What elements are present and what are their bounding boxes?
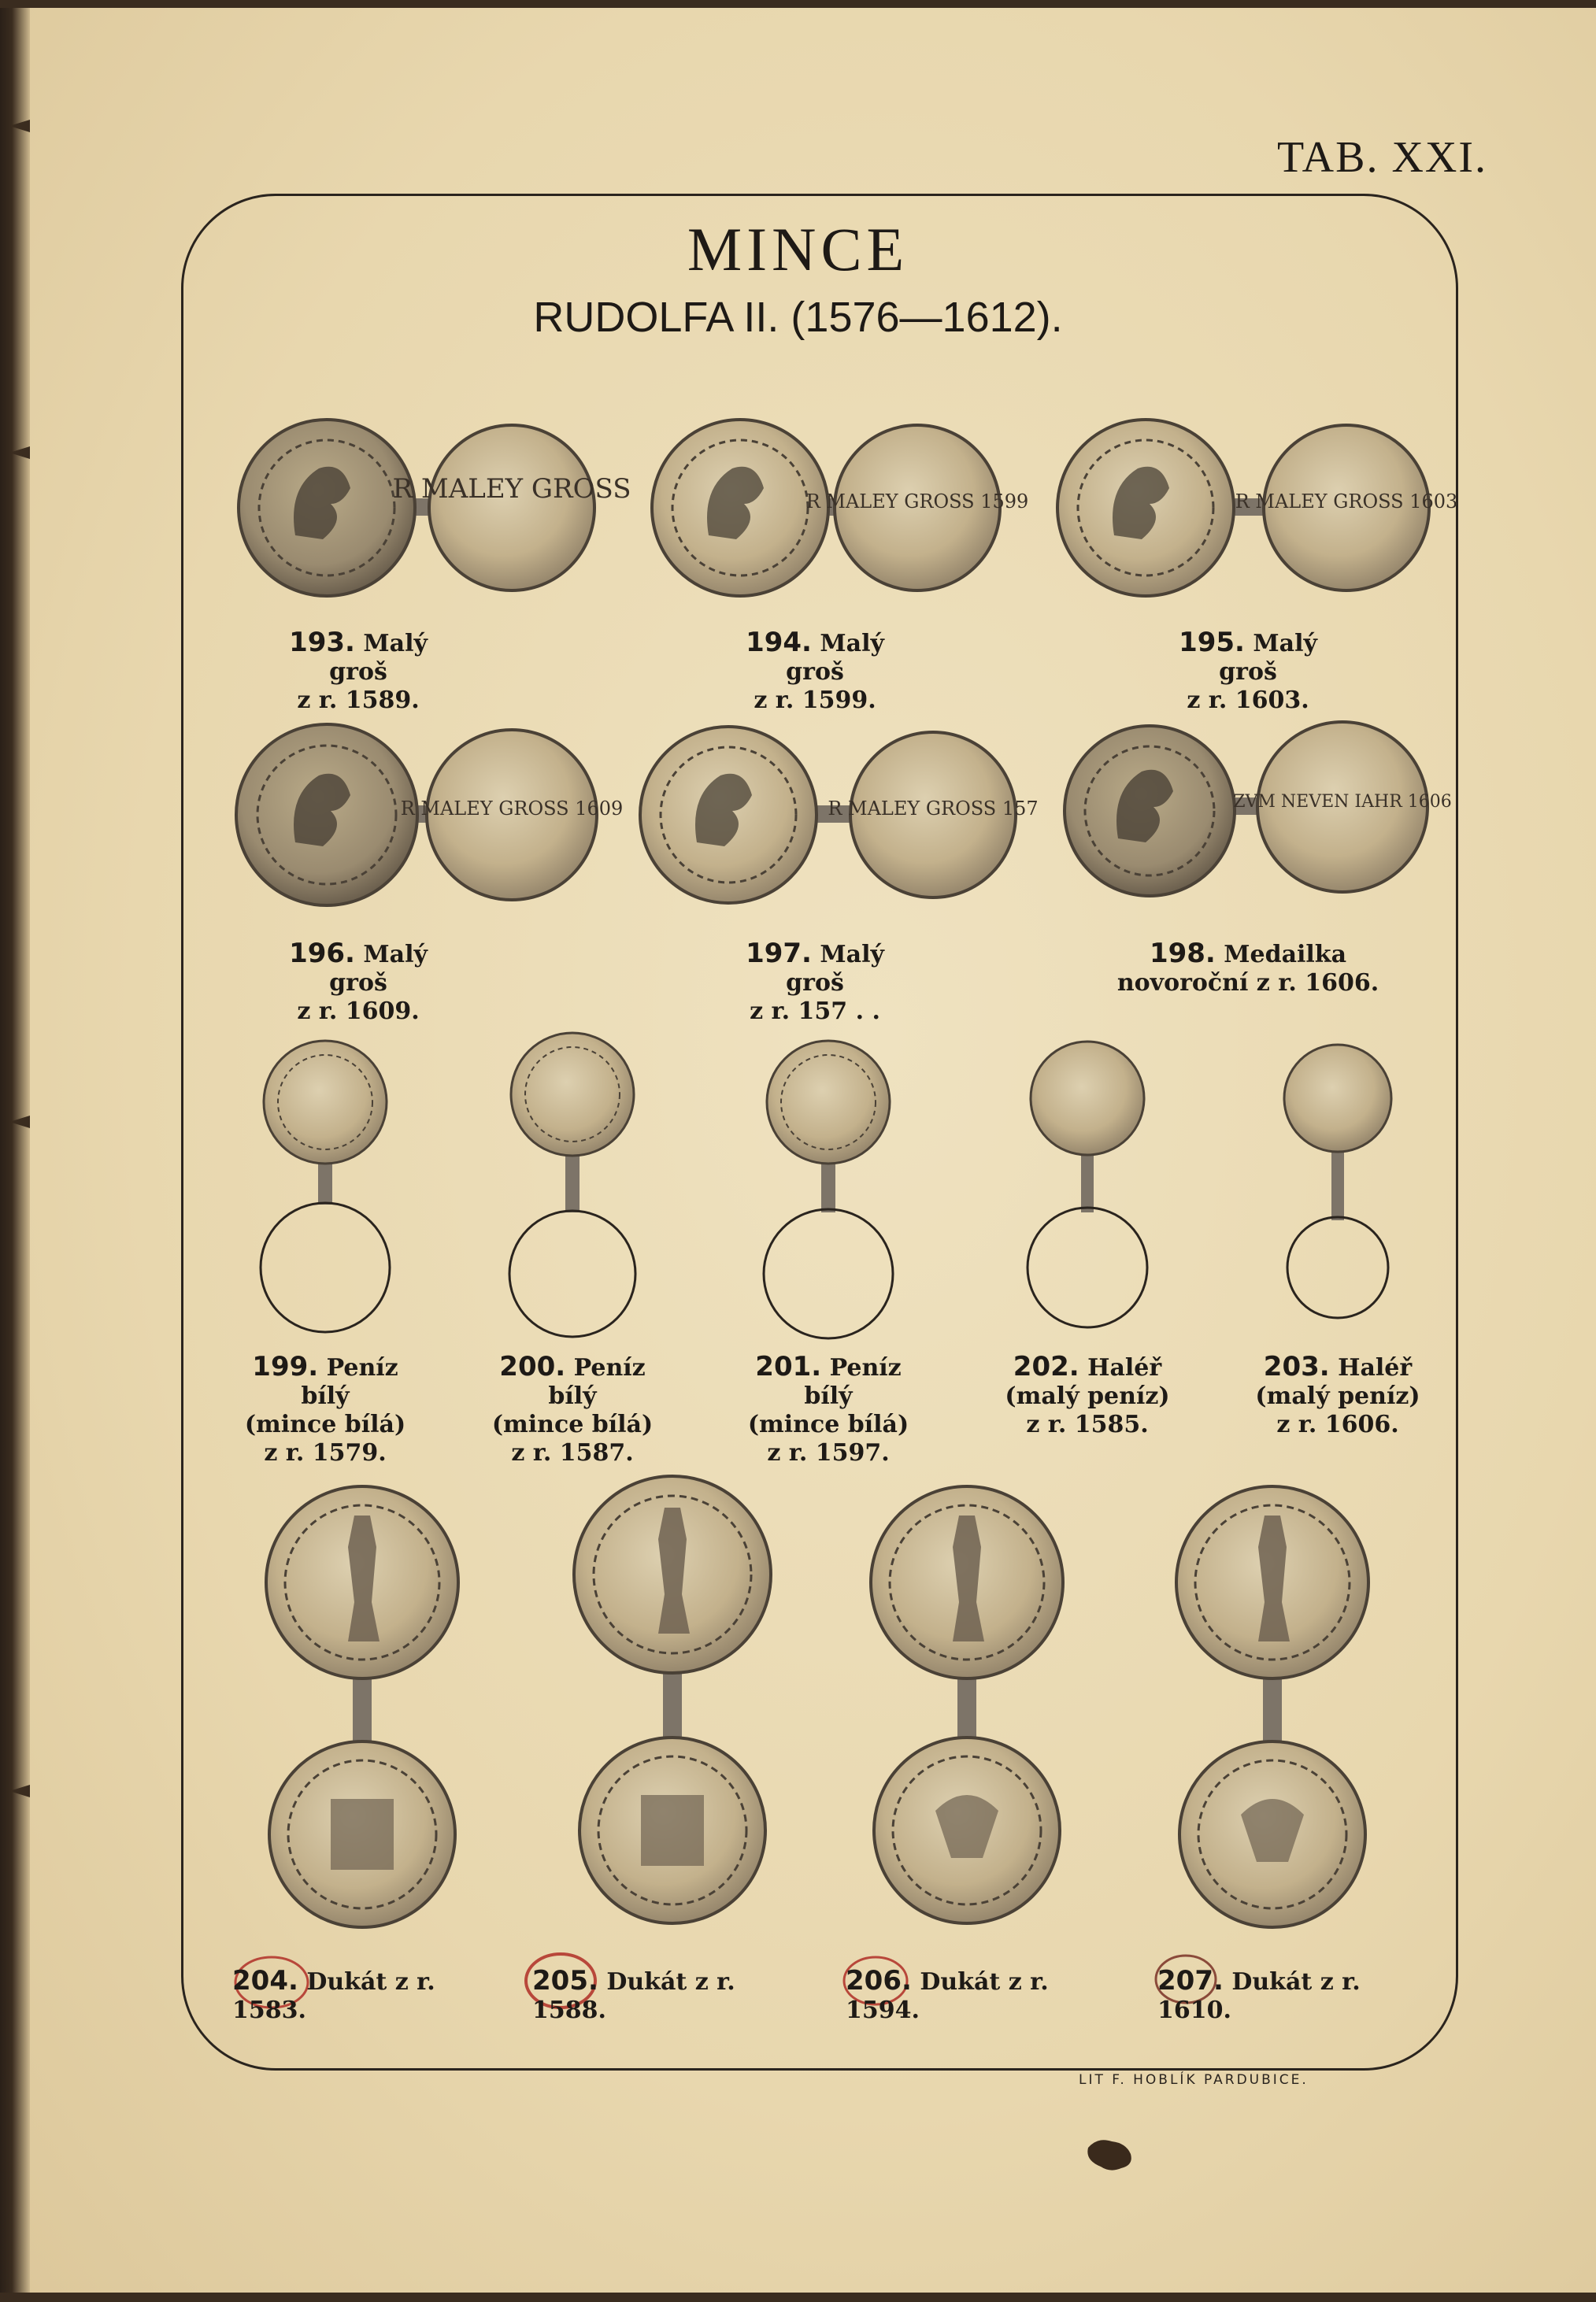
coin-199	[261, 1041, 390, 1332]
coin-197-obverse-legend: R MALEY GROSS 157	[828, 798, 1039, 820]
coin-name: Haléř	[1087, 1354, 1162, 1382]
coin-name: Dukát z r. 1594.	[846, 1968, 1049, 2024]
coin-date: z r. 1585.	[1026, 1411, 1149, 1438]
caption-197	[720, 939, 909, 1026]
coin-204	[266, 1486, 458, 1927]
coin-note: (malý peníz)	[1255, 1382, 1420, 1410]
coin-name: Malý groš	[329, 630, 428, 686]
coin-date: z r. 1579.	[264, 1439, 387, 1467]
coin-194	[652, 420, 1028, 596]
coin-date: z r. 1606.	[1276, 1411, 1399, 1438]
caption-204	[232, 1967, 508, 2025]
coin-note: (mince bílá)	[747, 1411, 909, 1438]
coin-205	[574, 1476, 771, 1923]
coin-196-obverse-legend: R MALEY GROSS 1609	[400, 798, 624, 820]
caption-205	[532, 1967, 808, 2025]
coin-name: Malý groš	[786, 941, 884, 997]
coin-number: 205.	[532, 1965, 598, 1997]
coin-name: Peníz bílý	[548, 1354, 646, 1410]
coin-193	[239, 420, 631, 596]
coin-name: Haléř	[1338, 1354, 1413, 1382]
coin-number: 203.	[1263, 1351, 1330, 1382]
caption-207	[1157, 1967, 1433, 2025]
caption-199	[227, 1353, 424, 1467]
coin-note: (malý peníz)	[1005, 1382, 1170, 1410]
coin-196	[236, 724, 623, 905]
coin-number: 194.	[746, 627, 812, 658]
coin-date: z r. 1589.	[297, 687, 420, 714]
ink-stain	[1082, 2134, 1137, 2173]
caption-198	[1102, 939, 1394, 997]
caption-196	[264, 939, 453, 1026]
coin-number: 201.	[755, 1351, 822, 1382]
coin-date: z r. 1603.	[1187, 687, 1309, 714]
margin-arrow-1	[9, 120, 30, 132]
coin-date: z r. 1587.	[511, 1439, 634, 1467]
caption-206	[846, 1967, 1121, 2025]
coin-date: z r. 1599.	[754, 687, 876, 714]
coin-195-obverse-legend: R MALEY GROSS 1603	[1235, 490, 1458, 513]
coin-name: Medailka	[1224, 941, 1347, 968]
caption-200	[474, 1353, 671, 1467]
coin-note: (mince bílá)	[491, 1411, 654, 1438]
plate-title: MINCE	[687, 215, 909, 283]
coin-number: 204.	[232, 1965, 298, 1997]
coin-name: Dukát z r. 1610.	[1157, 1968, 1361, 2024]
caption-202	[989, 1353, 1186, 1439]
coin-206	[871, 1486, 1063, 1923]
coin-number: 197.	[746, 938, 812, 969]
coin-name: Malý groš	[1219, 630, 1317, 686]
lithographer-imprint: LIT F. HOBLÍK PARDUBICE.	[1079, 2072, 1309, 2088]
caption-201	[730, 1353, 927, 1467]
coin-202	[1028, 1042, 1147, 1327]
coin-198-obverse-legend: ZVM NEVEN IAHR 1606	[1233, 792, 1452, 812]
margin-arrow-2	[9, 446, 30, 459]
coin-date: z r. 157 . .	[750, 997, 880, 1025]
coin-number: 196.	[289, 938, 355, 969]
coin-number: 206.	[846, 1965, 912, 1997]
coin-203	[1284, 1045, 1391, 1318]
coin-number: 193.	[289, 627, 355, 658]
coin-date: novoroční z r. 1606.	[1116, 969, 1379, 997]
coin-number: 199.	[252, 1351, 319, 1382]
caption-193	[264, 628, 453, 715]
coin-198	[1065, 722, 1452, 896]
coin-name: Dukát z r. 1583.	[232, 1968, 435, 2024]
coin-number: 207.	[1157, 1965, 1224, 1997]
coin-note: (mince bílá)	[244, 1411, 406, 1438]
coin-200	[509, 1033, 635, 1337]
coin-name: Dukát z r. 1588.	[532, 1968, 735, 2024]
plate-subtitle: RUDOLFA II. (1576—1612).	[533, 294, 1063, 341]
coin-number: 202.	[1013, 1351, 1079, 1382]
coin-number: 200.	[499, 1351, 566, 1382]
coin-name: Peníz bílý	[301, 1354, 398, 1410]
coin-195	[1057, 420, 1457, 596]
coin-197	[640, 727, 1039, 903]
caption-195	[1153, 628, 1342, 715]
coin-201	[764, 1041, 893, 1338]
coin-date: z r. 1609.	[297, 997, 420, 1025]
coin-number: 195.	[1179, 627, 1245, 658]
caption-194	[720, 628, 909, 715]
coin-194-obverse-legend: R MALEY GROSS 1599	[805, 490, 1029, 513]
coin-193-obverse-legend: R MALEY GROSS	[392, 473, 631, 505]
coin-date: z r. 1597.	[767, 1439, 890, 1467]
coin-number: 198.	[1149, 938, 1216, 969]
coin-name: Peníz bílý	[804, 1354, 902, 1410]
margin-arrow-4	[9, 1785, 30, 1797]
coin-name: Malý groš	[786, 630, 884, 686]
margin-arrow-3	[9, 1116, 30, 1128]
caption-203	[1239, 1353, 1436, 1439]
plate-number: TAB. XXI.	[1276, 133, 1487, 182]
coin-207	[1176, 1486, 1368, 1927]
coin-name: Malý groš	[329, 941, 428, 997]
